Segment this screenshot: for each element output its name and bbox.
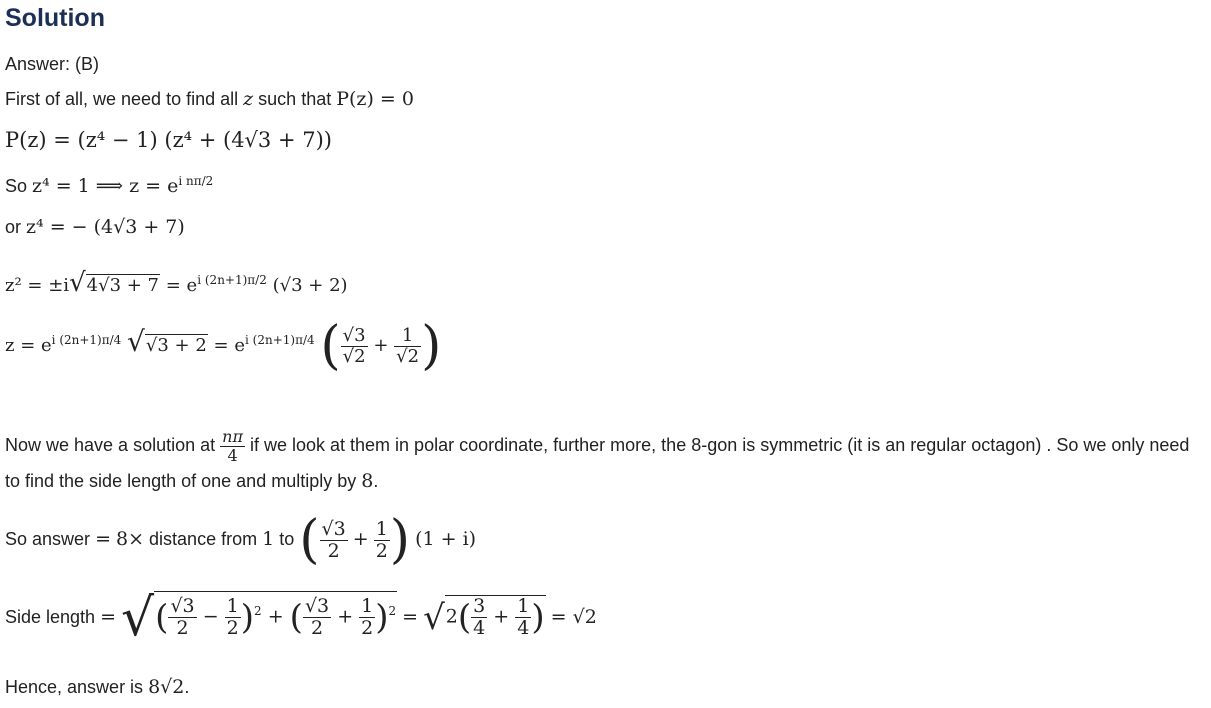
- side-plus: +: [267, 605, 284, 628]
- z-exponent-2: i (2n+1)π/4: [245, 333, 315, 347]
- side-radicand-2: 2( $\frac{3}{4}$ + $\frac{1}{4}$ ): [445, 595, 545, 640]
- side-radicand: ( $\frac{√3}{2}$ − $\frac{1}{2}$ )$^2$ + ( $\frac{√3}{2}$ + $\frac{1}{2}$ )$^2$: [154, 591, 397, 639]
- or-label: or: [5, 217, 22, 237]
- ans-fraction-2: $\frac{1}{2}$: [375, 517, 388, 562]
- side-fraction-b: $\frac{1}{2}$: [226, 595, 239, 640]
- z-fraction-2: $\frac{1}{√2}$: [396, 324, 420, 367]
- hence-period: .: [184, 677, 190, 697]
- z2-mid: = e: [165, 275, 198, 296]
- z-plus: +: [373, 335, 389, 356]
- now-eight: 8: [361, 470, 374, 493]
- z-radicand: √3 + 2: [145, 335, 207, 356]
- hence-text: Hence, answer is: [5, 677, 144, 697]
- intro-line: [5, 88, 414, 110]
- z-fraction-1: $\frac{√3}{√2}$: [342, 324, 366, 367]
- side-result: = √2: [550, 605, 597, 628]
- ans-label: So answer: [5, 528, 91, 549]
- side-two: 2: [445, 605, 458, 628]
- or-equation: z⁴ = − (4√3 + 7): [26, 216, 185, 238]
- so-equation: z⁴ = 1 ⟹ z = e: [32, 175, 179, 197]
- side-fraction-a: $\frac{√3}{2}$: [170, 595, 195, 640]
- ans-fraction-1: $\frac{√3}{2}$: [321, 517, 346, 562]
- solution-paragraph: [5, 428, 1205, 499]
- z2-radicand: 4√3 + 7: [86, 275, 160, 296]
- ans-to: to: [279, 528, 295, 549]
- or-line: [5, 216, 185, 238]
- now-fraction: $\frac{n\pi}{4}$: [222, 427, 243, 465]
- ans-plus: +: [352, 527, 369, 550]
- side-fraction-d: $\frac{1}{2}$: [361, 595, 374, 640]
- now-period: .: [373, 471, 379, 492]
- so-exponent: i nπ/2: [178, 174, 214, 188]
- z-exponent: i (2n+1)π/4: [51, 333, 122, 347]
- ans-text: distance from: [149, 528, 258, 549]
- so-label: So: [5, 176, 28, 196]
- hence-value: 8√2: [148, 676, 185, 698]
- answer-line: Answer: (B): [5, 54, 100, 74]
- ans-one: 1: [262, 527, 275, 550]
- z-mid: = e: [213, 335, 245, 356]
- z2-right: (√3 + 2): [272, 275, 348, 296]
- now-text-b: if we look at them in polar coordinate, further more, the 8-gon is symmetric (it is an regular octagon) . So we only need to find the side length of one and multiply by: [5, 435, 1190, 492]
- side-equals: =: [100, 605, 117, 628]
- z2-exponent: i (2n+1)π/2: [197, 273, 267, 287]
- answer-distance-line: So answer = 8× distance from 1 to ( $\frac{√3}{2}$ + $\frac{1}{2}$ ) (1 + i): [5, 510, 477, 570]
- side-length-line: Side length = √( $\frac{√3}{2}$ − $\frac{1}{2}$ )$^2$ + ( $\frac{√3}{2}$ + $\frac{1}{2}$ )$^2$ = √2( $\frac{3}{4}$ + $\frac{1}{4}$ ) = √2: [5, 588, 597, 648]
- so-line: [5, 174, 213, 197]
- intro-mid: such that: [258, 89, 332, 109]
- now-text-a: Now we have a solution at: [5, 435, 216, 455]
- side-fraction-c: $\frac{√3}{2}$: [304, 595, 330, 640]
- hence-line: [5, 676, 189, 698]
- side-fraction-f: $\frac{1}{4}$: [517, 595, 530, 640]
- ans-eight: 8×: [116, 527, 145, 550]
- side-plus-2: +: [337, 605, 354, 628]
- ans-tail: (1 + i): [415, 527, 477, 550]
- intro-var: z: [243, 88, 254, 110]
- side-square-1: 2: [254, 604, 262, 619]
- z-equation: $z = e^{i (2n+1)\pi/4}$ $√√3 + 2 = e^{i (2n+1)\pi/4}$ ( $\frac{√3}{√2}$ + $\frac{1}{√2}$ ): [5, 316, 442, 376]
- side-square-2: 2: [388, 604, 397, 619]
- ans-equals: =: [95, 527, 111, 550]
- side-equals-2: =: [402, 605, 419, 628]
- z-left: z = e: [5, 335, 52, 356]
- side-minus: −: [202, 605, 219, 628]
- z2-left: z² = ±i: [5, 275, 70, 296]
- polynomial-equation: P(z) = (z⁴ − 1) (z⁴ + (4√3 + 7)): [5, 128, 332, 152]
- side-plus-3: +: [493, 605, 510, 628]
- side-label: Side length: [5, 606, 96, 627]
- page-title: Solution: [5, 4, 105, 32]
- intro-equation: P(z) = 0: [336, 88, 414, 110]
- z-squared-equation: $z^2 = \pm i√4√3 + 7 = e^{i (2n+1)\pi/2}$ (√3 + 2): [5, 268, 348, 298]
- intro-text: First of all, we need to find all: [5, 89, 239, 109]
- side-fraction-e: $\frac{3}{4}$: [473, 595, 486, 640]
